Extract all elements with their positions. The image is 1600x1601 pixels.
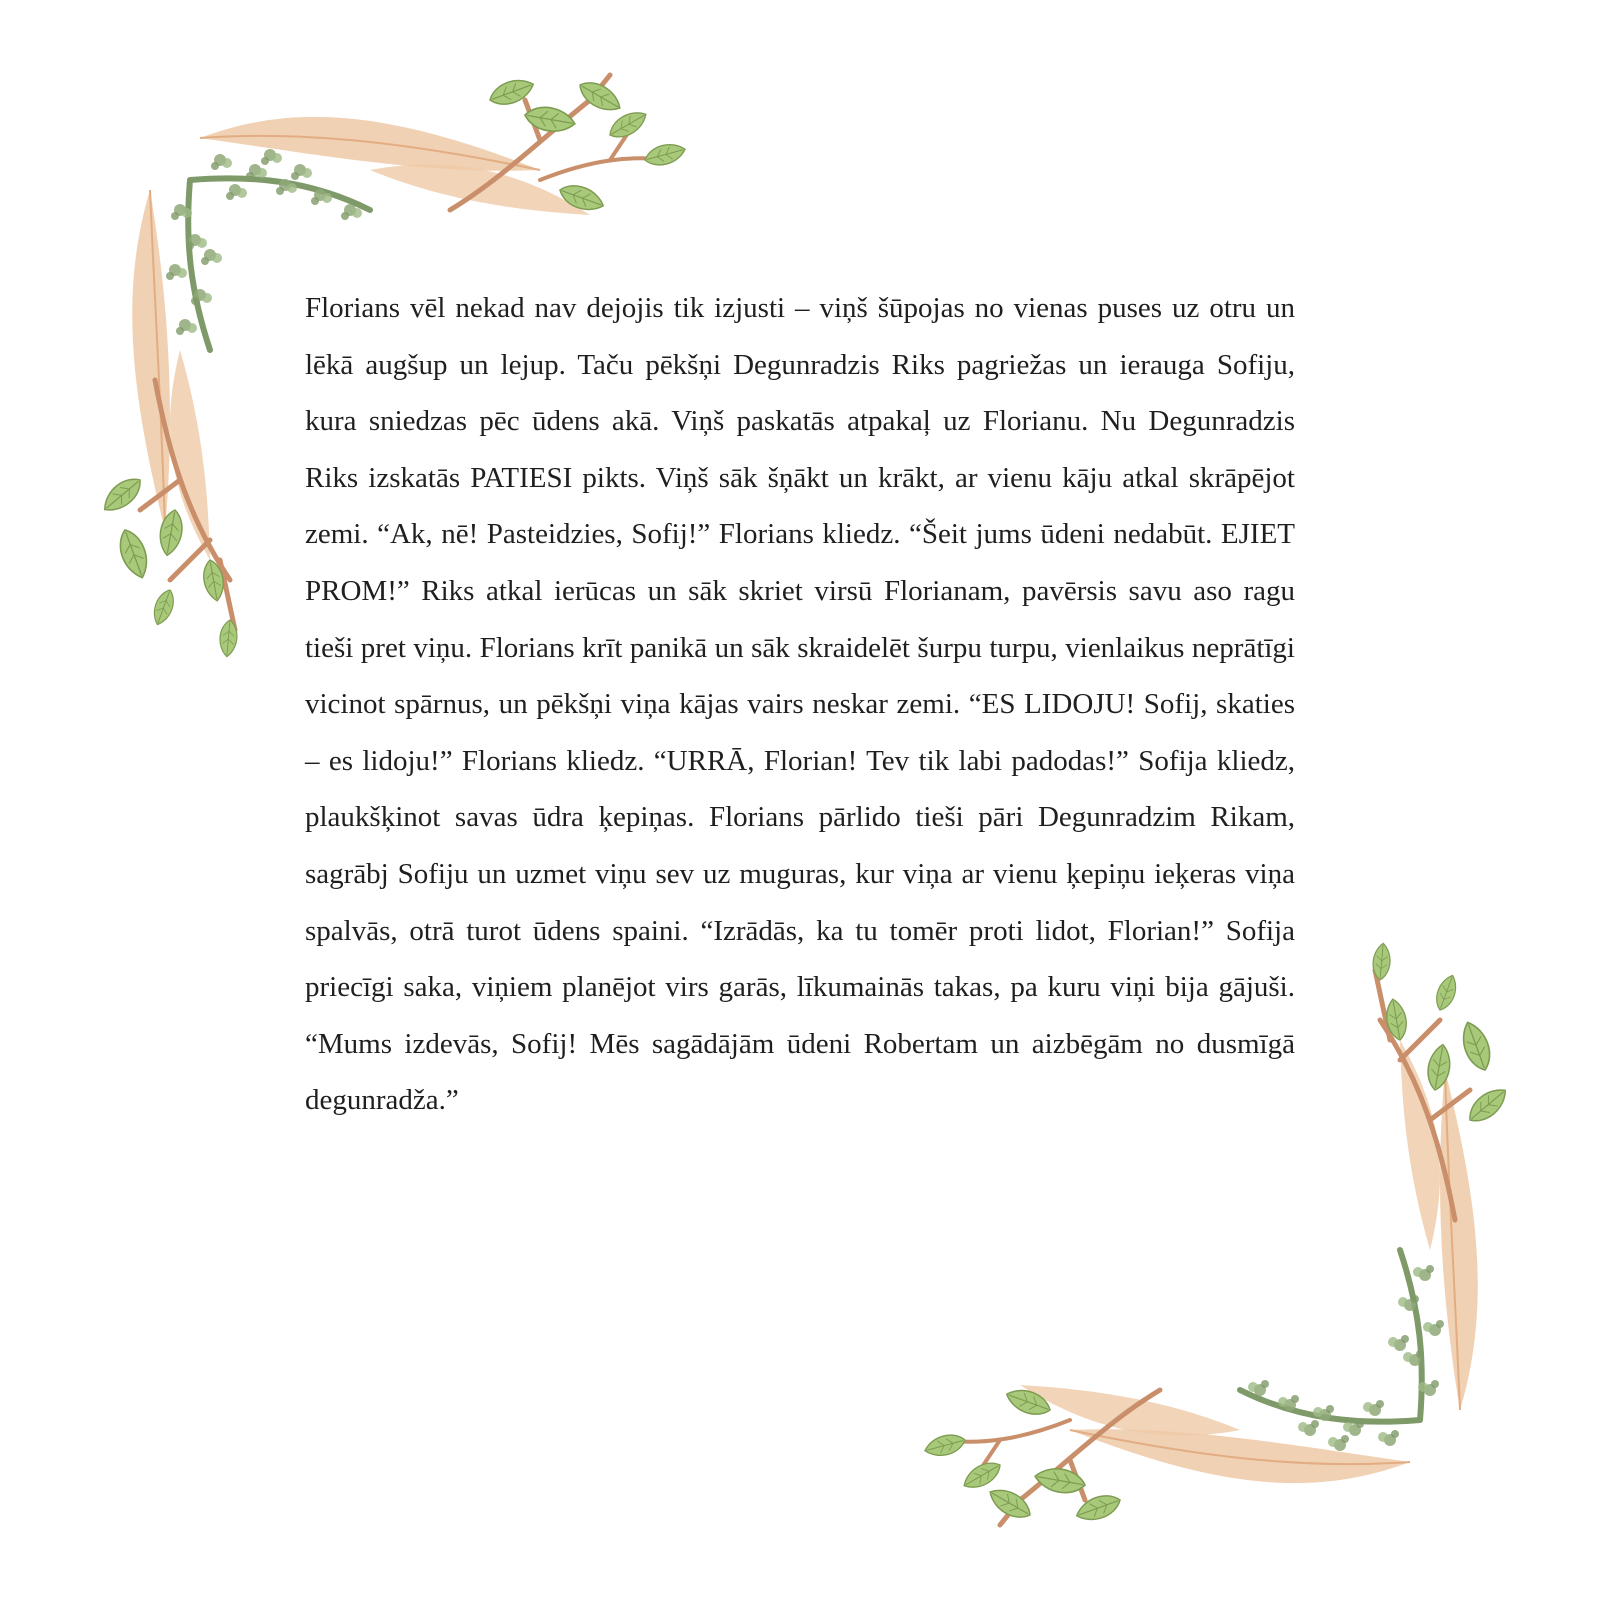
story-paragraph: Florians vēl nekad nav dejojis tik izjusti – viņš šūpojas no vienas puses uz otru un lēkā augšup un lejup. Taču pēkšņi Degunradzis Riks pagriežas un ierauga Sofiju, kura sniedzas pēc ūdens akā. Viņš paskatās atpakaļ uz Florianu. Nu Degunradzis Riks izskatās PATIESI pikts. Viņš sāk šņākt un krākt, ar vienu kāju atkal skrāpējot zemi. “Ak, nē! Pasteidzies, Sofij!” Florians kliedz. “Šeit jums ūdeni nedabūt. EJIET PROM!” Riks atkal ierūcas un sāk skriet virsū Florianam, pavērsis savu aso ragu tieši pret viņu. Florians krīt panikā un sāk skraidelēt šurpu turpu, vienlaikus neprātīgi vicinot spārnus, un pēkšņi viņa kājas vairs neskar zemi. “ES LIDOJU! Sofij, skaties – es lidoju!” Florians kliedz. “URRĀ, Florian! Tev tik labi padodas!” Sofija kliedz, plaukšķinot savas ūdra ķepiņas. Florians pārlido tieši pāri Degunradzim Rikam, sagrābj Sofiju un uzmet viņu sev uz muguras, kur viņa ar vienu ķepiņu ieķeras viņa spalvās, otrā turot ūdens spaini. “Izrādās, ka tu tomēr proti lidot, Florian!” Sofija priecīgi saka, viņiem planējot virs garās, līkumainās takas, pa kuru viņi bija gājuši. “Mums izdevās, Sofij! Mēs sagādājām ūdeni Robertam un aizbēgām no dusmīgā degunradža.” [305,292,1295,1117]
story-text-block [305,280,1295,1129]
